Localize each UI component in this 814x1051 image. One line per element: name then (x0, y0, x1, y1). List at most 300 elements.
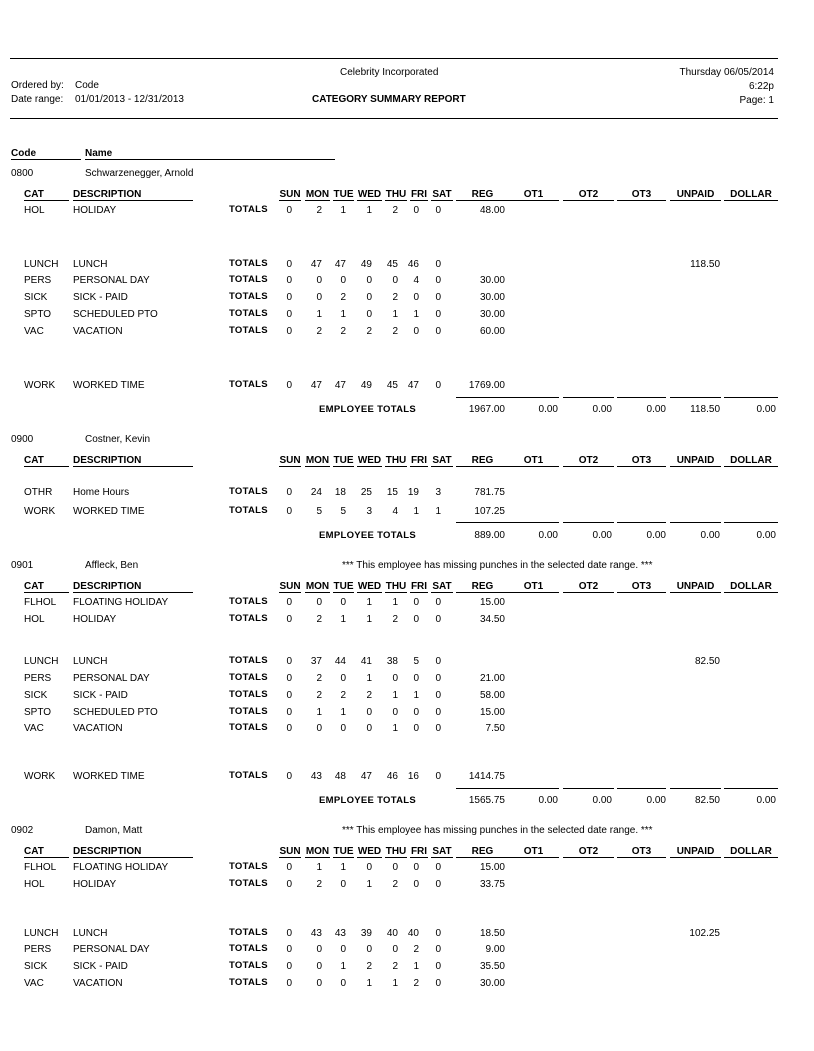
totals-label: TOTALS (229, 274, 268, 285)
thu-value: 2 (392, 205, 398, 216)
totals-rule-unpaid (670, 788, 721, 789)
fri-column-header: FRI (410, 846, 428, 857)
employee-total-ot1: 0.00 (538, 795, 558, 806)
totals-label: TOTALS (229, 258, 268, 269)
unpaid-value: 118.50 (690, 259, 720, 270)
category-description: VACATION (73, 326, 123, 337)
employee-total-ot2: 0.00 (592, 404, 612, 415)
employee-totals-label: EMPLOYEE TOTALS (319, 795, 417, 806)
category-code: HOL (24, 205, 45, 216)
sat-value: 0 (435, 656, 441, 667)
unpaid-column-header: UNPAID (670, 581, 721, 593)
cat-column-header: CAT (24, 189, 69, 201)
sat-column-header: SAT (432, 846, 452, 857)
wed-value: 1 (366, 597, 372, 608)
thu-value: 45 (386, 259, 398, 270)
sat-value: 0 (435, 292, 441, 303)
mon-value: 0 (316, 723, 322, 734)
mon-column-header: MON (305, 846, 330, 857)
totals-label: TOTALS (229, 706, 268, 717)
wed-value: 0 (366, 292, 372, 303)
missing-punches-note: *** This employee has missing punches in the selected date range. *** (342, 560, 653, 571)
thu-value: 4 (392, 506, 398, 517)
category-description: WORKED TIME (73, 506, 145, 517)
sat-value: 0 (435, 928, 441, 939)
reg-column-header: REG (456, 581, 509, 593)
sat-value: 0 (435, 597, 441, 608)
category-code: VAC (24, 326, 44, 337)
category-description: WORKED TIME (73, 380, 145, 391)
category-description: LUNCH (73, 656, 108, 667)
mon-value: 2 (316, 614, 322, 625)
fri-value: 0 (413, 862, 419, 873)
totals-label: TOTALS (229, 960, 268, 971)
sat-value: 0 (435, 614, 441, 625)
tue-value: 47 (334, 380, 346, 391)
mon-value: 1 (316, 309, 322, 320)
category-description: LUNCH (73, 259, 108, 270)
cat-column-header: CAT (24, 846, 69, 858)
thu-value: 0 (392, 862, 398, 873)
category-description: PERSONAL DAY (73, 275, 150, 286)
ordered-by-label: Ordered by: (11, 80, 64, 91)
reg-value: 33.75 (479, 879, 505, 890)
fri-value: 0 (413, 707, 419, 718)
thu-value: 45 (386, 380, 398, 391)
category-code: FLHOL (24, 862, 57, 873)
sun-value: 0 (286, 771, 292, 782)
mon-value: 1 (316, 862, 322, 873)
sat-value: 0 (435, 961, 441, 972)
tue-value: 2 (340, 292, 346, 303)
reg-value: 107.25 (474, 506, 505, 517)
mon-value: 0 (316, 292, 322, 303)
thu-value: 0 (392, 275, 398, 286)
totals-rule-ot3 (617, 397, 666, 398)
employee-code: 0900 (11, 434, 34, 445)
thu-value: 2 (392, 614, 398, 625)
fri-value: 2 (413, 944, 419, 955)
mon-value: 43 (310, 928, 322, 939)
sun-value: 0 (286, 879, 292, 890)
wed-value: 0 (366, 275, 372, 286)
mon-value: 43 (310, 771, 322, 782)
mon-value: 0 (316, 597, 322, 608)
employee-total-dollar: 0.00 (756, 404, 776, 415)
tue-value: 1 (340, 614, 346, 625)
sun-value: 0 (286, 292, 292, 303)
category-description: LUNCH (73, 928, 108, 939)
sat-value: 1 (435, 506, 441, 517)
totals-label: TOTALS (229, 613, 268, 624)
thu-value: 0 (392, 673, 398, 684)
thu-value: 38 (386, 656, 398, 667)
cat-column-header: CAT (24, 581, 69, 593)
tue-value: 0 (340, 275, 346, 286)
reg-value: 58.00 (479, 690, 505, 701)
employee-name: Damon, Matt (85, 825, 143, 836)
category-description: SICK - PAID (73, 961, 128, 972)
dollar-column-header: DOLLAR (724, 189, 778, 201)
fri-column-header: FRI (410, 581, 428, 592)
wed-value: 49 (360, 380, 372, 391)
totals-label: TOTALS (229, 672, 268, 683)
sun-column-header: SUN (279, 455, 301, 466)
dollar-column-header: DOLLAR (724, 846, 778, 858)
sun-value: 0 (286, 259, 292, 270)
tue-column-header: TUE (333, 455, 354, 466)
wed-value: 1 (366, 614, 372, 625)
sun-column-header: SUN (279, 189, 301, 200)
mon-value: 47 (310, 259, 322, 270)
sat-value: 0 (435, 862, 441, 873)
reg-column-header: REG (456, 846, 509, 858)
dollar-column-header: DOLLAR (724, 581, 778, 593)
fri-value: 0 (413, 292, 419, 303)
mon-value: 1 (316, 707, 322, 718)
company-name: Celebrity Incorporated (340, 67, 439, 78)
sun-value: 0 (286, 309, 292, 320)
mon-column-header: MON (305, 581, 330, 592)
reg-value: 9.00 (485, 944, 505, 955)
sun-value: 0 (286, 944, 292, 955)
reg-column-header: REG (456, 189, 509, 201)
category-code: LUNCH (24, 928, 59, 939)
fri-value: 1 (413, 506, 419, 517)
reg-value: 781.75 (474, 487, 505, 498)
wed-value: 41 (360, 656, 372, 667)
wed-column-header: WED (357, 455, 382, 466)
description-column-header: DESCRIPTION (73, 846, 193, 858)
sun-value: 0 (286, 690, 292, 701)
category-description: HOLIDAY (73, 614, 117, 625)
category-description: VACATION (73, 723, 123, 734)
tue-column-header: TUE (333, 189, 354, 200)
tue-value: 5 (340, 506, 346, 517)
sat-value: 0 (435, 690, 441, 701)
sat-value: 0 (435, 723, 441, 734)
totals-rule-reg (456, 397, 509, 398)
employee-total-ot3: 0.00 (646, 795, 666, 806)
mon-value: 37 (310, 656, 322, 667)
fri-value: 0 (413, 879, 419, 890)
wed-value: 0 (366, 862, 372, 873)
employee-total-unpaid: 118.50 (690, 404, 720, 415)
fri-column-header: FRI (410, 455, 428, 466)
wed-column-header: WED (357, 581, 382, 592)
wed-value: 0 (366, 944, 372, 955)
sat-column-header: SAT (432, 189, 452, 200)
tue-value: 48 (334, 771, 346, 782)
category-description: SICK - PAID (73, 292, 128, 303)
sun-column-header: SUN (279, 846, 301, 857)
thu-value: 40 (386, 928, 398, 939)
reg-value: 1414.75 (468, 771, 505, 782)
tue-value: 1 (340, 961, 346, 972)
sun-value: 0 (286, 862, 292, 873)
employee-total-reg: 1565.75 (468, 795, 505, 806)
mon-value: 2 (316, 326, 322, 337)
sun-value: 0 (286, 673, 292, 684)
category-description: VACATION (73, 978, 123, 989)
tue-value: 1 (340, 205, 346, 216)
category-description: PERSONAL DAY (73, 944, 150, 955)
fri-value: 5 (413, 656, 419, 667)
totals-rule-unpaid (670, 522, 721, 523)
totals-rule-dollar (724, 397, 778, 398)
employee-total-unpaid: 0.00 (700, 530, 720, 541)
tue-value: 44 (334, 656, 346, 667)
sun-value: 0 (286, 487, 292, 498)
totals-label: TOTALS (229, 486, 268, 497)
unpaid-column-header: UNPAID (670, 846, 721, 858)
employee-code: 0902 (11, 825, 34, 836)
totals-label: TOTALS (229, 596, 268, 607)
tue-value: 0 (340, 597, 346, 608)
ot3-column-header: OT3 (617, 846, 666, 858)
wed-value: 49 (360, 259, 372, 270)
category-description: Home Hours (73, 487, 130, 498)
tue-value: 2 (340, 690, 346, 701)
fri-value: 0 (413, 614, 419, 625)
thu-value: 1 (392, 690, 398, 701)
fri-value: 0 (413, 205, 419, 216)
sat-value: 0 (435, 205, 441, 216)
sun-value: 0 (286, 723, 292, 734)
totals-label: TOTALS (229, 977, 268, 988)
category-description: SCHEDULED PTO (73, 309, 158, 320)
fri-value: 16 (407, 771, 419, 782)
totals-label: TOTALS (229, 505, 268, 516)
sun-value: 0 (286, 205, 292, 216)
employee-total-ot3: 0.00 (646, 404, 666, 415)
category-code: SPTO (24, 707, 52, 718)
totals-rule-ot2 (563, 397, 614, 398)
wed-value: 0 (366, 723, 372, 734)
unpaid-column-header: UNPAID (670, 189, 721, 201)
thu-column-header: THU (385, 846, 407, 857)
totals-label: TOTALS (229, 291, 268, 302)
thu-value: 2 (392, 961, 398, 972)
employee-totals-label: EMPLOYEE TOTALS (319, 530, 417, 541)
category-description: HOLIDAY (73, 205, 117, 216)
thu-value: 46 (386, 771, 398, 782)
reg-value: 15.00 (479, 597, 505, 608)
reg-value: 15.00 (479, 862, 505, 873)
wed-value: 2 (366, 326, 372, 337)
wed-value: 1 (366, 205, 372, 216)
ot1-column-header: OT1 (508, 581, 559, 593)
category-description: FLOATING HOLIDAY (73, 862, 169, 873)
mon-value: 2 (316, 673, 322, 684)
sat-value: 0 (435, 275, 441, 286)
totals-label: TOTALS (229, 689, 268, 700)
fri-value: 47 (407, 380, 419, 391)
sun-value: 0 (286, 707, 292, 718)
category-description: SCHEDULED PTO (73, 707, 158, 718)
sun-value: 0 (286, 506, 292, 517)
category-description: PERSONAL DAY (73, 673, 150, 684)
totals-label: TOTALS (229, 655, 268, 666)
ot2-column-header: OT2 (563, 455, 614, 467)
tue-value: 18 (334, 487, 346, 498)
totals-label: TOTALS (229, 308, 268, 319)
fri-value: 4 (413, 275, 419, 286)
tue-column-header: TUE (333, 581, 354, 592)
wed-value: 1 (366, 879, 372, 890)
totals-rule-reg (456, 522, 509, 523)
totals-label: TOTALS (229, 722, 268, 733)
totals-label: TOTALS (229, 379, 268, 390)
reg-value: 7.50 (485, 723, 505, 734)
tue-value: 47 (334, 259, 346, 270)
thu-value: 0 (392, 707, 398, 718)
tue-value: 1 (340, 862, 346, 873)
fri-value: 1 (413, 690, 419, 701)
totals-label: TOTALS (229, 878, 268, 889)
category-code: WORK (24, 380, 56, 391)
ot2-column-header: OT2 (563, 189, 614, 201)
thu-column-header: THU (385, 455, 407, 466)
thu-value: 2 (392, 292, 398, 303)
fri-value: 0 (413, 723, 419, 734)
totals-label: TOTALS (229, 325, 268, 336)
mon-value: 2 (316, 205, 322, 216)
thu-value: 0 (392, 944, 398, 955)
header-top-rule (10, 58, 778, 59)
category-code: OTHR (24, 487, 53, 498)
missing-punches-note: *** This employee has missing punches in the selected date range. *** (342, 825, 653, 836)
wed-value: 47 (360, 771, 372, 782)
reg-value: 30.00 (479, 292, 505, 303)
ot1-column-header: OT1 (508, 455, 559, 467)
wed-value: 1 (366, 978, 372, 989)
cat-column-header: CAT (24, 455, 69, 467)
employee-total-unpaid: 82.50 (694, 795, 720, 806)
sat-value: 3 (435, 487, 441, 498)
category-code: SICK (24, 292, 48, 303)
page-number: Page: 1 (739, 95, 774, 106)
category-code: HOL (24, 614, 45, 625)
tue-value: 0 (340, 879, 346, 890)
fri-value: 1 (413, 309, 419, 320)
totals-label: TOTALS (229, 861, 268, 872)
mon-value: 0 (316, 944, 322, 955)
fri-value: 1 (413, 961, 419, 972)
sun-column-header: SUN (279, 581, 301, 592)
mon-value: 47 (310, 380, 322, 391)
tue-value: 0 (340, 978, 346, 989)
category-code: SPTO (24, 309, 52, 320)
thu-column-header: THU (385, 581, 407, 592)
ot2-column-header: OT2 (563, 581, 614, 593)
employee-total-ot2: 0.00 (592, 530, 612, 541)
reg-value: 34.50 (479, 614, 505, 625)
category-code: SICK (24, 690, 48, 701)
category-code: WORK (24, 771, 56, 782)
totals-rule-ot1 (508, 788, 559, 789)
category-code: SICK (24, 961, 48, 972)
unpaid-value: 102.25 (689, 928, 720, 939)
mon-value: 5 (316, 506, 322, 517)
totals-rule-unpaid (670, 397, 721, 398)
mon-value: 0 (316, 275, 322, 286)
thu-value: 15 (386, 487, 398, 498)
totals-rule-ot3 (617, 788, 666, 789)
totals-label: TOTALS (229, 943, 268, 954)
employee-total-ot3: 0.00 (646, 530, 666, 541)
mon-value: 2 (316, 690, 322, 701)
totals-rule-ot2 (563, 522, 614, 523)
ot1-column-header: OT1 (508, 189, 559, 201)
totals-label: TOTALS (229, 204, 268, 215)
thu-value: 1 (392, 978, 398, 989)
sat-value: 0 (435, 978, 441, 989)
unpaid-value: 82.50 (694, 656, 720, 667)
reg-value: 30.00 (479, 309, 505, 320)
fri-value: 2 (413, 978, 419, 989)
sat-column-header: SAT (432, 455, 452, 466)
report-title: CATEGORY SUMMARY REPORT (312, 94, 466, 105)
category-code: PERS (24, 944, 52, 955)
employee-code: 0800 (11, 168, 34, 179)
thu-value: 1 (392, 597, 398, 608)
category-description: FLOATING HOLIDAY (73, 597, 169, 608)
employee-name: Affleck, Ben (85, 560, 139, 571)
reg-column-header: REG (456, 455, 509, 467)
tue-column-header: TUE (333, 846, 354, 857)
fri-column-header: FRI (410, 189, 428, 200)
thu-column-header: THU (385, 189, 407, 200)
wed-value: 0 (366, 309, 372, 320)
wed-column-header: WED (357, 189, 382, 200)
ot3-column-header: OT3 (617, 581, 666, 593)
sat-value: 0 (435, 380, 441, 391)
name-column-header: Name (85, 148, 335, 160)
reg-value: 30.00 (479, 978, 505, 989)
tue-value: 0 (340, 944, 346, 955)
totals-rule-ot1 (508, 397, 559, 398)
sun-value: 0 (286, 656, 292, 667)
totals-rule-dollar (724, 522, 778, 523)
totals-rule-dollar (724, 788, 778, 789)
wed-value: 2 (366, 690, 372, 701)
sun-value: 0 (286, 961, 292, 972)
category-code: LUNCH (24, 656, 59, 667)
wed-value: 1 (366, 673, 372, 684)
totals-rule-reg (456, 788, 509, 789)
employee-total-ot2: 0.00 (592, 795, 612, 806)
totals-rule-ot2 (563, 788, 614, 789)
employee-total-dollar: 0.00 (756, 795, 776, 806)
category-code: FLHOL (24, 597, 57, 608)
sun-value: 0 (286, 380, 292, 391)
totals-label: TOTALS (229, 927, 268, 938)
mon-value: 2 (316, 879, 322, 890)
sun-value: 0 (286, 614, 292, 625)
reg-value: 60.00 (479, 326, 505, 337)
description-column-header: DESCRIPTION (73, 455, 193, 467)
employee-total-ot1: 0.00 (538, 530, 558, 541)
tue-value: 0 (340, 723, 346, 734)
report-date: Thursday 06/05/2014 (679, 67, 774, 78)
wed-column-header: WED (357, 846, 382, 857)
employee-code: 0901 (11, 560, 34, 571)
unpaid-column-header: UNPAID (670, 455, 721, 467)
header-bottom-rule (10, 118, 778, 119)
totals-rule-ot1 (508, 522, 559, 523)
date-range-value: 01/01/2013 - 12/31/2013 (75, 94, 184, 105)
